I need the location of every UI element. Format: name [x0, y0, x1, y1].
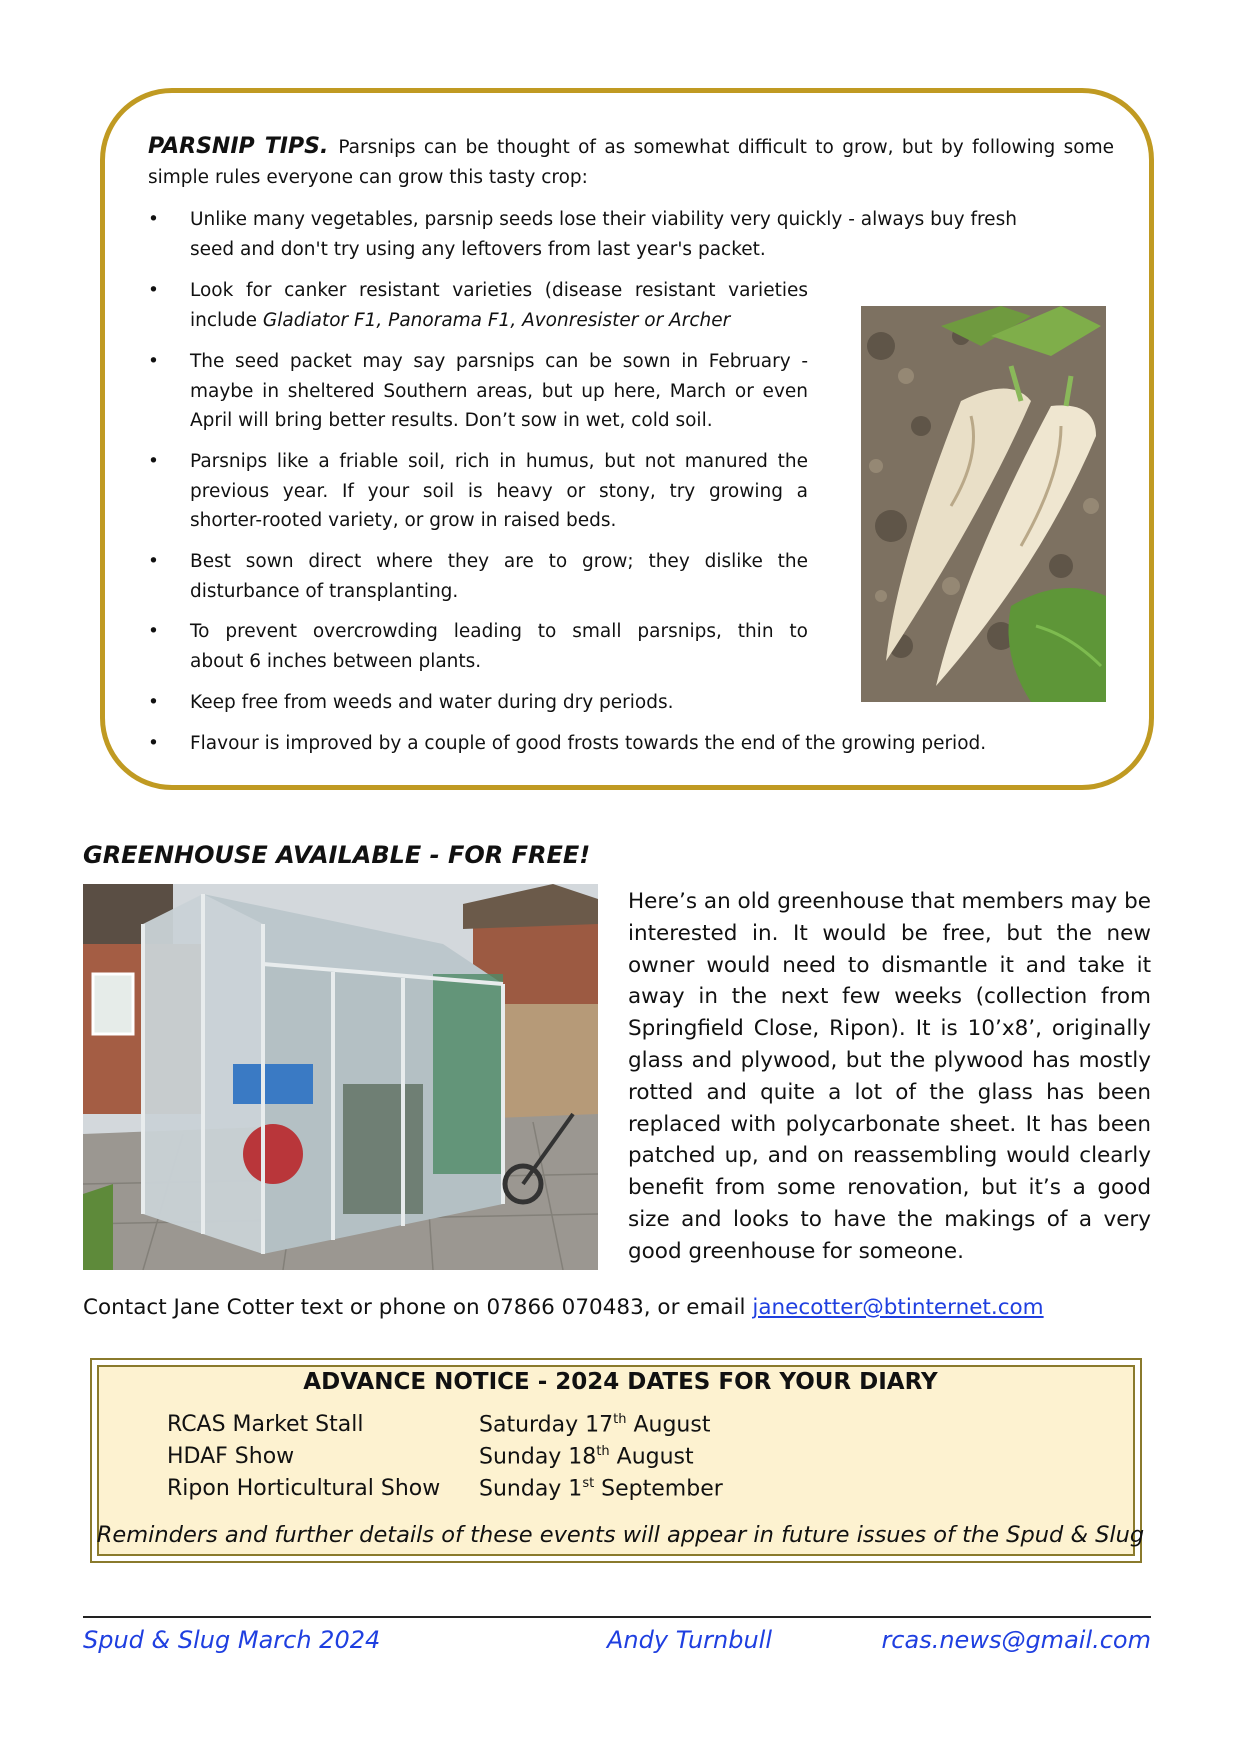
greenhouse-title: GREENHOUSE AVAILABLE - FOR FREE! [83, 841, 591, 869]
advance-notice-title: ADVANCE NOTICE - 2024 DATES FOR YOUR DIARY [303, 1369, 938, 1395]
footer-publication: Spud & Slug March 2024 [83, 1626, 381, 1654]
greenhouse-photo [83, 884, 598, 1270]
advance-notice-footer: Reminders and further details of these events will appear in future issues of the Spud & Slug [96, 1522, 1145, 1548]
event-name: RCAS Market Stall [167, 1412, 364, 1437]
event-name: Ripon Horticultural Show [167, 1476, 441, 1501]
greenhouse-contact: Contact Jane Cotter text or phone on 07866 070483, or email janecotter@btinternet.com [83, 1295, 1044, 1320]
event-date: Sunday 1st September [479, 1476, 723, 1502]
contact-email-link[interactable]: janecotter@btinternet.com [752, 1295, 1044, 1320]
event-name: HDAF Show [167, 1444, 295, 1469]
event-date: Sunday 18th August [479, 1444, 694, 1470]
parsnip-intro-text: Parsnips can be thought of as somewhat difficult to grow, but by following some simple rules everyone can grow this tasty crop: [148, 137, 1114, 188]
greenhouse-photo-graphic [83, 884, 598, 1270]
footer-email: rcas.news@gmail.com [881, 1626, 1151, 1654]
parsnip-photo [861, 306, 1106, 702]
greenhouse-description: Here’s an old greenhouse that members may be interested in. It would be free, but the new owner would need to dismantle it and take it away in the next few weeks (collection from Springfield Close, Ripon). It is 10’x8’, originally glass and plywood, but the plywood has mostly rotted and quite a lot of the glass has been replaced with polycarbonate sheet. It has been patched up, and on reassembling would clearly benefit from some renovation, but it’s a good size and looks to have the makings of a very good greenhouse for someone. [628, 889, 1151, 1264]
footer-editor: Andy Turnbull [607, 1626, 773, 1654]
parsnip-heading: PARSNIP TIPS. [148, 134, 329, 159]
parsnip-photo-graphic [861, 306, 1106, 702]
footer-rule [83, 1616, 1151, 1618]
event-date: Saturday 17th August [479, 1412, 711, 1438]
parsnip-intro [148, 132, 1114, 193]
